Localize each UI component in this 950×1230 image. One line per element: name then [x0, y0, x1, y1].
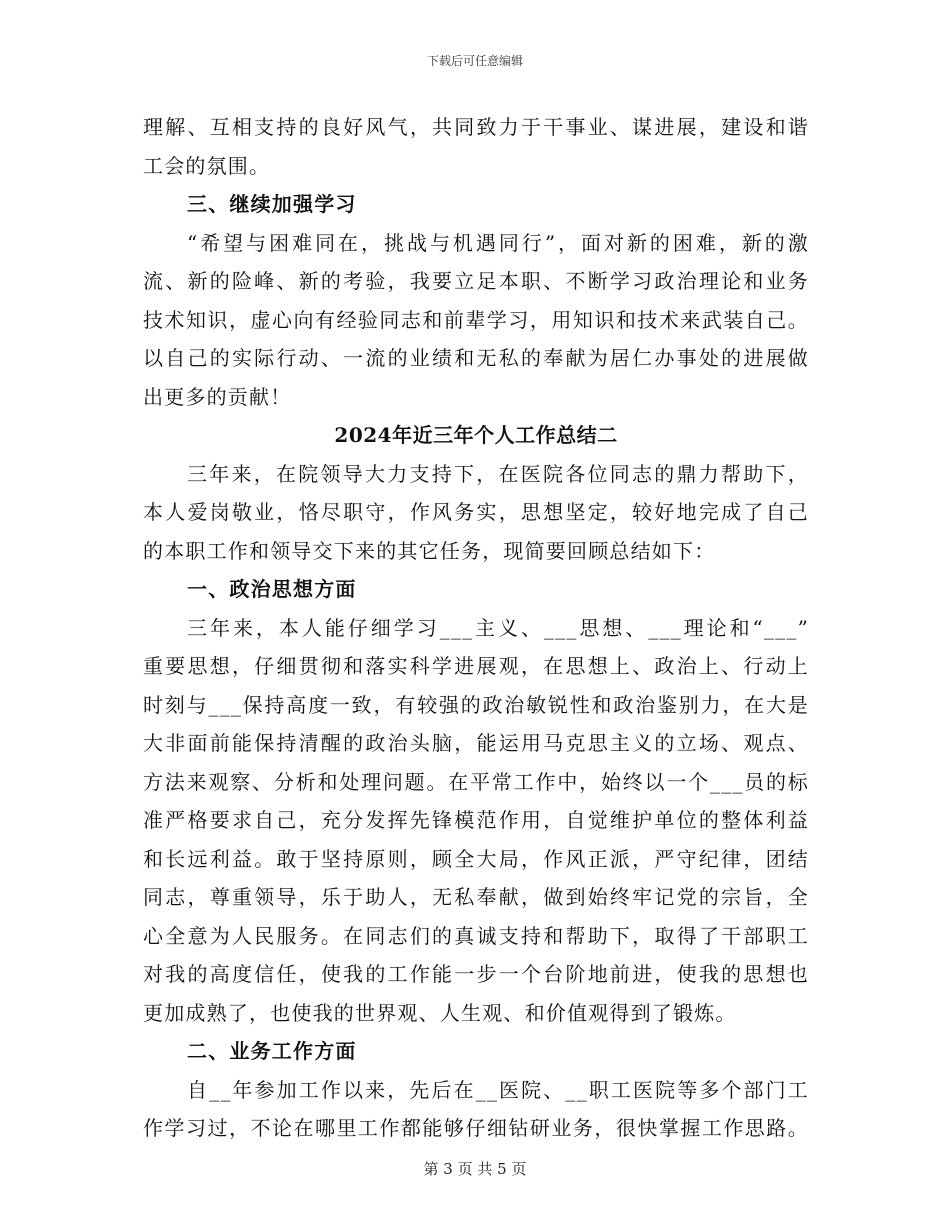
section-heading: 二、业务工作方面 [187, 1039, 357, 1063]
text-line: 的本职工作和领导交下来的其它任务，现简要回顾总结如下： [143, 538, 716, 563]
text-line: 流、新的险峰、新的考验，我要立足本职、不断学习政治理论和业务 [143, 269, 809, 293]
text-line: 同志，尊重领导，乐于助人，无私奉献，做到始终牢记党的宗旨，全 [143, 885, 809, 909]
text-line: 更加成熟了，也使我的世界观、人生观、和价值观得到了锻炼。 [143, 1000, 737, 1025]
text-line: “希望与困难同在，挑战与机遇同行”，面对新的困难，新的激 [187, 230, 809, 255]
text-line: 工会的氛围。 [143, 153, 271, 178]
text-line: 自__年参加工作以来，先后在__医院、__职工医院等多个部门工 [187, 1077, 809, 1102]
text-line: 心全意为人民服务。在同志们的真诚支持和帮助下，取得了干部职工 [143, 923, 809, 948]
text-line: 时刻与___保持高度一致，有较强的政治敏锐性和政治鉴别力，在大是 [143, 692, 809, 717]
text-line: 准严格要求自己，充分发挥先锋模范作用，自觉维护单位的整体利益 [143, 808, 809, 832]
text-line: 本人爱岗敬业，恪尽职守，作风务实，思想坚定，较好地完成了自己 [143, 500, 809, 524]
text-line: 重要思想，仔细贯彻和落实科学进展观，在思想上、政治上、行动上 [143, 654, 809, 678]
page-number: 第 3 页 共 5 页 [423, 1160, 527, 1178]
text-line: 出更多的贡献！ [143, 384, 292, 409]
text-line: 理解、互相支持的良好风气，共同致力于干事业、谋进展，建设和谐 [143, 115, 809, 139]
text-line: 以自己的实际行动、一流的业绩和无私的奉献为居仁办事处的进展做 [143, 346, 809, 370]
section-heading: 三、继续加强学习 [187, 192, 357, 216]
document-body [143, 108, 809, 1148]
text-line: 对我的高度信任，使我的工作能一步一个台阶地前进，使我的思想也 [143, 962, 809, 986]
text-line: 和长远利益。敢于坚持原则，顾全大局，作风正派，严守纪律，团结 [143, 846, 809, 871]
text-line: 大非面前能保持清醒的政治头脑，能运用马克思主义的立场、观点、 [143, 731, 809, 755]
document-title: 2024年近三年个人工作总结二 [334, 423, 618, 447]
text-line: 三年来，在院领导大力支持下，在医院各位同志的鼎力帮助下， [187, 461, 809, 486]
text-line: 三年来，本人能仔细学习___主义、___思想、___理论和“___” [187, 615, 809, 640]
section-heading: 一、政治思想方面 [187, 577, 357, 601]
text-line: 方法来观察、分析和处理问题。在平常工作中，始终以一个___员的标 [143, 769, 809, 794]
page-header-note: 下载后可任意编辑 [426, 54, 523, 68]
text-line: 作学习过，不论在哪里工作都能够仔细钻研业务，很快掌握工作思路。 [143, 1116, 809, 1140]
text-line: 技术知识，虚心向有经验同志和前辈学习，用知识和技术来武装自己。 [143, 307, 809, 332]
